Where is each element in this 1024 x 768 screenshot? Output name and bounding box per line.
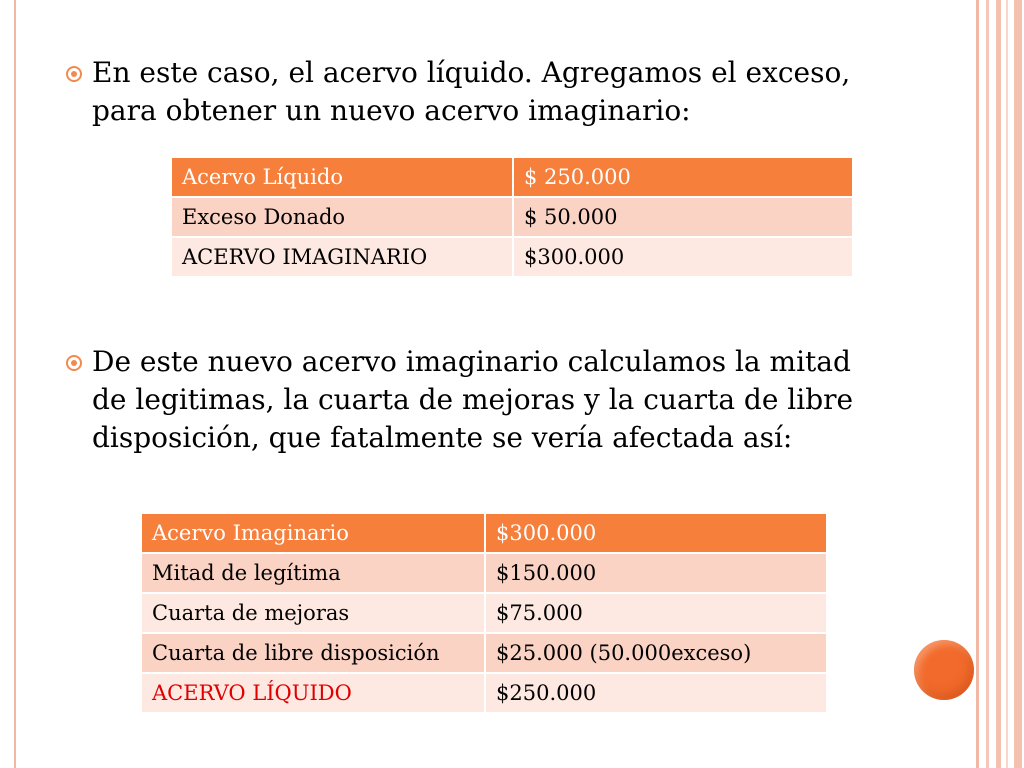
table-cell: Cuarta de mejoras bbox=[142, 594, 484, 632]
table-cell: $25.000 (50.000exceso) bbox=[486, 634, 826, 672]
table-cell: Mitad de legítima bbox=[142, 554, 484, 592]
table-header-row bbox=[142, 514, 826, 552]
table-cell: $300.000 bbox=[514, 238, 852, 276]
frame-lines-right bbox=[976, 0, 1024, 768]
table-cell: ACERVO LÍQUIDO bbox=[142, 674, 484, 712]
table-row bbox=[142, 674, 826, 712]
bullet-text: De este nuevo acervo imaginario calculamos la mitad de legitimas, la cuarta de mejoras y la cuarta de libre disposición, que fatalmente se vería afectada así: bbox=[92, 345, 854, 454]
table-cell: Acervo Imaginario bbox=[142, 514, 484, 552]
frame-line bbox=[1014, 0, 1022, 768]
table-cell: $ 250.000 bbox=[514, 158, 852, 196]
frame-line bbox=[996, 0, 1001, 768]
decorative-circle bbox=[914, 640, 974, 700]
bullet-icon bbox=[66, 66, 82, 82]
bullet-icon bbox=[66, 355, 82, 371]
table-distribucion bbox=[140, 512, 828, 714]
table-cell: $300.000 bbox=[486, 514, 826, 552]
table-cell: $ 50.000 bbox=[514, 198, 852, 236]
table-acervo-imaginario bbox=[170, 156, 854, 278]
frame-line-left bbox=[14, 0, 16, 768]
bullet-text: En este caso, el acervo líquido. Agregamos el exceso, para obtener un nuevo acervo imaginario: bbox=[92, 56, 851, 127]
table-cell: ACERVO IMAGINARIO bbox=[172, 238, 512, 276]
bullet-point-1 bbox=[62, 54, 882, 130]
frame-line bbox=[1006, 0, 1008, 768]
table-cell: Exceso Donado bbox=[172, 198, 512, 236]
table-header-row bbox=[172, 158, 852, 196]
table-cell: Acervo Líquido bbox=[172, 158, 512, 196]
table-cell: Cuarta de libre disposición bbox=[142, 634, 484, 672]
table-cell: $150.000 bbox=[486, 554, 826, 592]
table-row bbox=[172, 238, 852, 276]
table-cell: $75.000 bbox=[486, 594, 826, 632]
bullet-point-2 bbox=[62, 343, 882, 457]
table-row bbox=[172, 198, 852, 236]
frame-line bbox=[986, 0, 989, 768]
table-cell: $250.000 bbox=[486, 674, 826, 712]
table-row bbox=[142, 594, 826, 632]
frame-line bbox=[976, 0, 979, 768]
table-row bbox=[142, 634, 826, 672]
table-row bbox=[142, 554, 826, 592]
